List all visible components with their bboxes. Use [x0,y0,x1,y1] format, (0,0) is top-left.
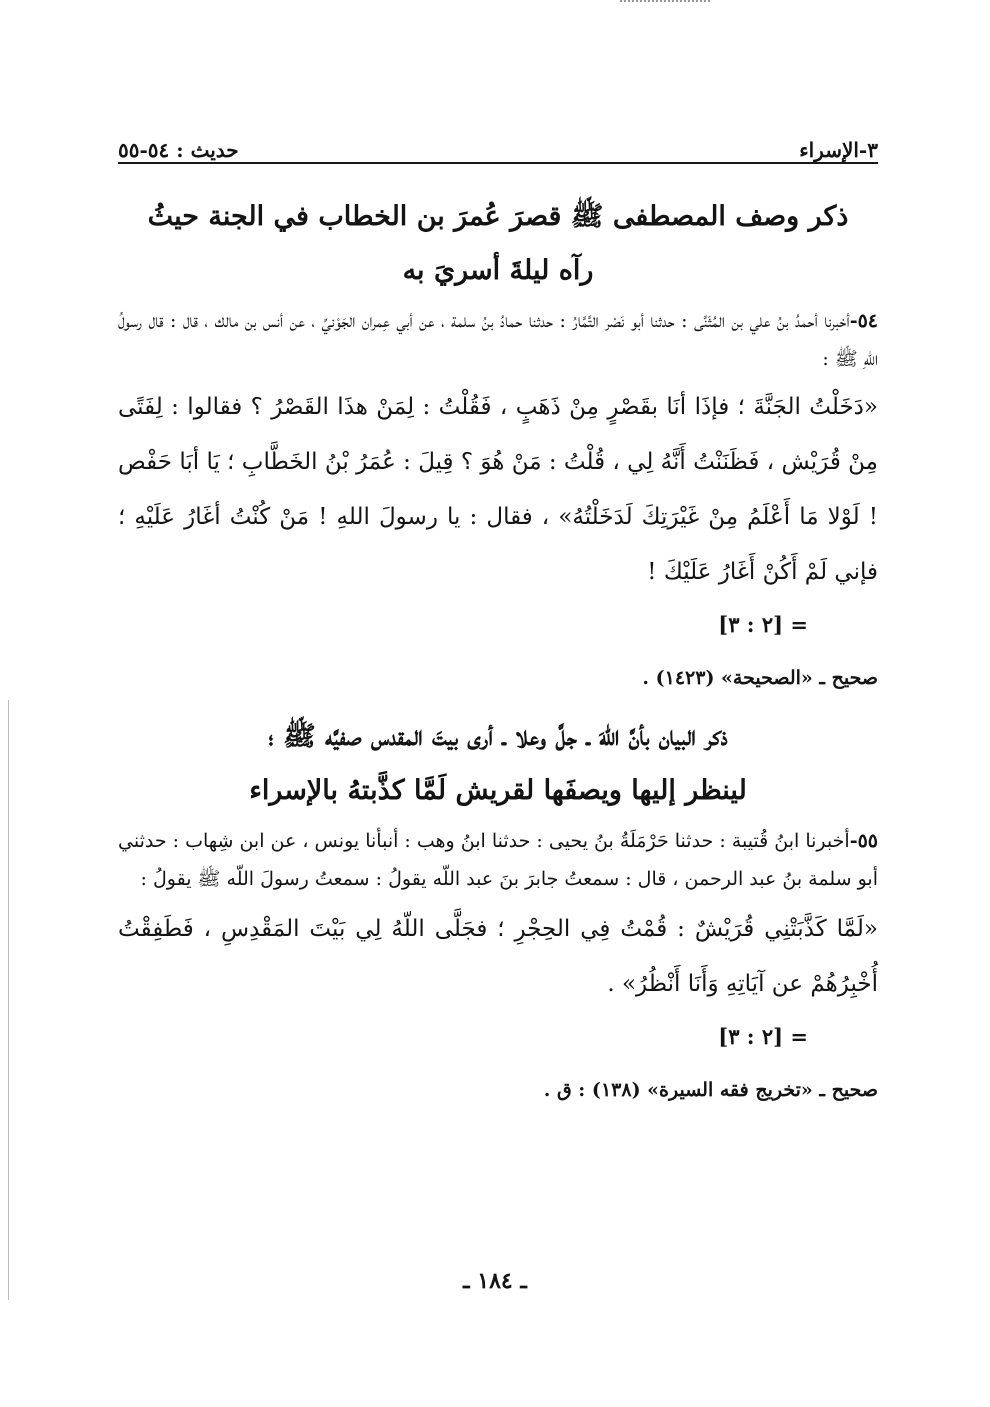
isnad-text: أخبرنا أحمدُ بنُ علي بن المُثَنَّى : حدثنا أبو نَصْر التَّمَّارُ : حدثنا حمادُ بنُ سلمة ، عن أبي عِمران الجَوْنيِّ ، عن أنس بن مالك ، قال : قال رسولُ اللهِ ﷺ : [118,310,878,370]
page-number: ـ ١٨٤ ـ [463,1268,527,1294]
hadith-grade: صحيح ـ «الصحيحة» (١٤٢٣) . [642,667,878,689]
hadith-text: «دَخَلْتُ الجَنَّةَ ؛ فإذَا أنَا بقَصْرٍ مِنْ ذَهَبٍ ، فَقُلْتُ : لِمَنْ هذَا القَصْرُ ؟ فقالوا : لِفَتًى مِنْ قُرَيْش ، فَظَنَنْتُ أَنَّهُ لِي ، قُلْتُ : مَنْ هُوَ ؟ قِيلَ : عُمَرُ بْنُ الخَطَّابِ ؛ يَا أبَا حَفْص ! لَوْلا مَا أَعْلَمُ مِنْ غَيْرَتِكَ لَدَخَلْتُهُ» ، فقال : يا رسولَ اللهِ ! مَنْ كُنْتُ أغَارُ عَلَيْهِ ؛ فإني لَمْ أَكُنْ أَغَارُ عَلَيْكَ ! [118,394,878,585]
page-body [118,190,878,1118]
hadith-number: ٥٤- [849,310,878,332]
scan-artifact [620,0,710,8]
chapter-section [118,190,878,706]
chapter-title: ٣-الإسراء [799,138,878,162]
scan-edge [8,700,9,1300]
section-heading-line: ذكر البيان بأنَّ اللّهَ ـ جلَّ وعلا ـ أرى بيتَ المقدس صفيَّه ﷺ ؛ [268,721,728,752]
section-heading-line: رآه ليلةَ أسريَ به [402,255,594,286]
isnad-text: أخبرنا ابنُ قُتيبة : حدثنا حَرْمَلَةُ بنُ يحيى : حدثنا ابنُ وهب : أنبأنا يونس ، عن ابن شِهاب : حدثني أبو سلمة بنُ عبد الرحمن ، قال : سمعتُ جابرَ بنَ عبد اللّه يقولُ : سمعتُ رسولَ اللّه ﷺ يقولُ : [118,830,878,890]
cross-reference: = [٢ : ٣] [718,612,808,637]
hadith-grade: صحيح ـ «تخريج فقه السيرة» (١٣٨) : ق . [543,1079,878,1101]
section-heading-line: لينظر إليها ويصفَها لقريش لَمَّا كذَّبتهُ بالإسراء [249,775,747,806]
hadith-number: ٥٥- [849,830,878,852]
isnad-paragraph [118,302,878,378]
hadith-range: حديث : ٥٤-٥٥ [118,138,239,162]
hadith-text: «لَمَّا كَذَّبَتْنِي قُرَيْشٌ : قُمْتُ فِي الحِجْرِ ؛ فجَلَّى اللّهُ لِي بَيْتَ المَقْدِسِ ، فَطَفِقْتُ أُخْبِرُهُمْ عن آيَاتِهِ وَأَنَا أَنْظُرُ» . [118,916,878,997]
header-rule [118,162,878,164]
cross-reference: = [٢ : ٣] [718,1024,808,1049]
chapter-section [118,710,878,1118]
running-header [118,118,878,162]
section-heading-line: ذكر وصف المصطفى ﷺ قصرَ عُمرَ بن الخطاب في الجنة حيثُ [147,201,849,232]
isnad-paragraph [118,822,878,898]
